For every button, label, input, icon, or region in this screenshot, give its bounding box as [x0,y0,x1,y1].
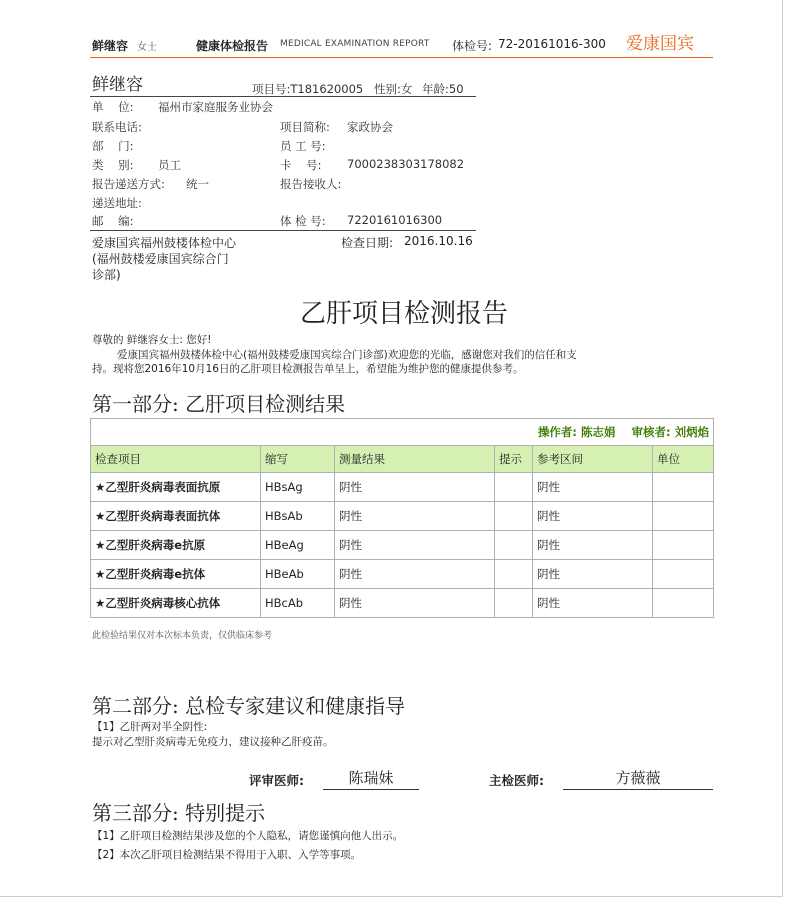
dept-label: 部 门: [92,139,134,153]
exam-id-value: 7220161016300 [347,213,443,227]
exam-id-label: 体 检 号: [280,214,326,228]
postcode-label: 邮 编: [92,214,134,228]
row-result: 阴性 [335,589,495,618]
row-ref: 阴性 [533,560,653,589]
row-item: ★乙型肝炎病毒表面抗原 [91,473,261,502]
col-header-abbr: 缩写 [261,446,335,473]
row-hint [495,531,533,560]
row-abbr: HBsAg [261,473,335,502]
unit-value: 福州市家庭服务业协会 [158,100,273,114]
result-note: 此检验结果仅对本次标本负责，仅供临床参考 [92,631,273,641]
project-abbr-label: 项目简称: [280,120,330,134]
center-line3: 诊部) [92,268,121,282]
card-value: 7000238303178082 [347,157,465,171]
info-divider-top [90,96,476,97]
section3-title: 第三部分: 特别提示 [92,801,266,825]
delivery-method-label: 报告递送方式: [92,177,165,191]
row-unit [653,531,714,560]
header-report-title-en: MEDICAL EXAMINATION REPORT [280,39,430,49]
gender: 性别:女 [374,82,413,96]
advice-item1-text: 提示对乙型肝炎病毒无免疫力，建议接种乙肝疫苗。 [92,736,334,748]
table-row [91,502,714,531]
header-exam-no: 72-20161016-300 [498,37,606,51]
row-ref: 阴性 [533,473,653,502]
advice-item1-title: 【1】乙肝两对半全阴性: [92,721,208,733]
row-hint [495,589,533,618]
section2-title: 第二部分: 总检专家建议和健康指导 [92,694,406,718]
receiver-label: 报告接收人: [280,177,342,191]
row-result: 阴性 [335,473,495,502]
row-unit [653,560,714,589]
row-ref: 阴性 [533,589,653,618]
card-label: 卡 号: [280,158,322,172]
col-header-hint: 提示 [495,446,533,473]
row-item: ★乙型肝炎病毒e抗原 [91,531,261,560]
chief-doctor-label: 主检医师: [489,773,544,788]
exam-date-label: 检查日期: [341,236,394,250]
row-item: ★乙型肝炎病毒表面抗体 [91,502,261,531]
row-item: ★乙型肝炎病毒核心抗体 [91,589,261,618]
project-abbr-value: 家政协会 [347,120,393,134]
row-hint [495,502,533,531]
special-item1: 【1】乙肝项目检测结果涉及您的个人隐私，请您谨慎向他人出示。 [92,830,404,842]
chief-doctor-signature: 方薇薇 [563,767,713,790]
header-name: 鲜继容 [92,39,129,53]
row-item: ★乙型肝炎病毒e抗体 [91,560,261,589]
age: 年龄:50 [422,82,464,96]
col-header-ref: 参考区间 [533,446,653,473]
operators-cell [91,419,714,446]
row-unit [653,589,714,618]
brand-logo: 爱康国宾 [626,34,694,54]
delivery-method-value: 统一 [186,177,209,191]
reviewer-doctor-label: 评审医师: [249,773,304,788]
row-result: 阴性 [335,531,495,560]
reviewer-name: 刘炳焰 [674,425,710,439]
section1-title: 第一部分: 乙肝项目检测结果 [92,392,346,416]
intro-line1: 爱康国宾福州鼓楼体检中心(福州鼓楼爱康国宾综合门诊部)欢迎您的光临，感谢您对我们的信任和支 [117,349,577,361]
reviewer-label: 审核者: [631,425,671,439]
row-abbr: HBsAb [261,502,335,531]
category-label: 类 别: [92,158,134,172]
info-divider-bottom [90,230,476,231]
results-table [90,418,714,618]
header-exam-no-label: 体检号: [452,39,493,53]
row-abbr: HBeAb [261,560,335,589]
row-result: 阴性 [335,502,495,531]
table-row [91,473,714,502]
project-no: 项目号:T181620005 [252,82,364,96]
exam-date-value: 2016.10.16 [404,234,473,248]
greeting: 尊敬的 鲜继容女士: 您好! [92,334,212,346]
row-hint [495,473,533,502]
table-row [91,560,714,589]
header-title-suffix: 女士 [137,42,157,53]
reviewer-doctor-signature: 陈瑞妹 [323,767,419,790]
category-value: 员工 [158,158,181,172]
intro-line2: 持。现将您2016年10月16日的乙肝项目检测报告单呈上，希望能为维护您的健康提供参考。 [92,363,524,375]
special-item2: 【2】本次乙肝项目检测结果不得用于入职、入学等事项。 [92,849,362,861]
row-ref: 阴性 [533,502,653,531]
row-hint [495,560,533,589]
center-line2: (福州鼓楼爱康国宾综合门 [92,252,229,266]
patient-name: 鲜继容 [92,75,143,95]
header-report-title: 健康体检报告 [196,39,269,53]
phone-label: 联系电话: [92,120,142,134]
staff-no-label: 员 工 号: [280,139,326,153]
table-row [91,589,714,618]
table-operators-row [91,419,714,446]
row-abbr: HBeAg [261,531,335,560]
operator-label: 操作者: [537,425,577,439]
main-title: 乙肝项目检测报告 [300,299,509,329]
delivery-address-label: 递送地址: [92,196,142,210]
table-header-row [91,446,714,473]
center-line1: 爱康国宾福州鼓楼体检中心 [92,236,237,250]
row-abbr: HBcAb [261,589,335,618]
col-header-result: 测量结果 [335,446,495,473]
row-ref: 阴性 [533,531,653,560]
row-result: 阴性 [335,560,495,589]
unit-label: 单 位: [92,100,134,114]
header-divider [90,57,713,58]
col-header-unit: 单位 [653,446,714,473]
table-row [91,531,714,560]
operator-name: 陈志娟 [580,425,616,439]
row-unit [653,473,714,502]
col-header-item: 检查项目 [91,446,261,473]
row-unit [653,502,714,531]
